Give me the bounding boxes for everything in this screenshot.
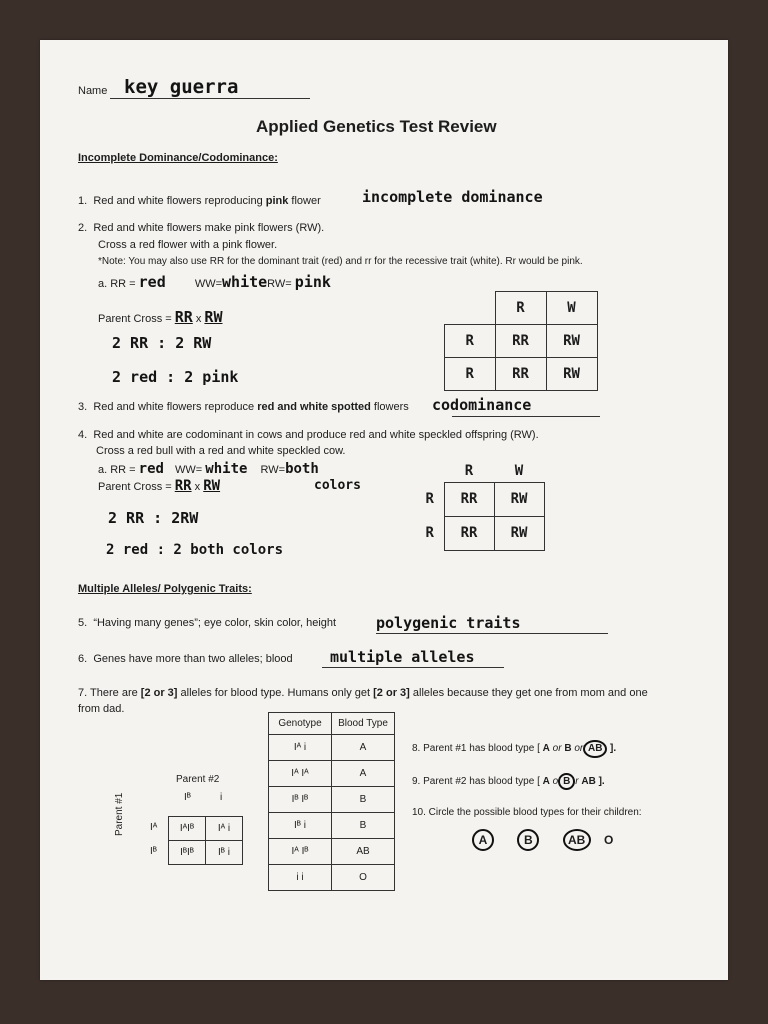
parent-2-title: Parent #2 bbox=[176, 774, 220, 785]
section-heading-alleles: Multiple Alleles/ Polygenic Traits: bbox=[78, 583, 252, 595]
question-2-note: *Note: You may also use RR for the dominant trait (red) and rr for the recessive trait (white). Rr would be pink. bbox=[98, 256, 583, 267]
section-heading-dominance: Incomplete Dominance/Codominance: bbox=[78, 152, 278, 164]
punnett-square-blood: IᴬIᴮ Iᴬ i IᴮIᴮ Iᴮ i bbox=[168, 816, 243, 865]
question-5: 5. “Having many genes”; eye color, skin color, height bbox=[78, 617, 337, 629]
question-4-ratio-genotype: 2 RR : 2RW bbox=[108, 509, 199, 527]
answer-1: incomplete dominance bbox=[362, 188, 543, 206]
question-4-a: a. RR = red WW= white RW=both bbox=[98, 461, 319, 477]
question-4-line1: 4. Red and white are codominant in cows and produce red and white speckled offspring (RW). bbox=[78, 429, 539, 441]
question-4-ratio-phenotype: 2 red : 2 both colors bbox=[106, 542, 284, 558]
question-4-line2: Cross a red bull with a red and white speckled cow. bbox=[96, 445, 346, 457]
circled-answer: B bbox=[517, 829, 539, 851]
parent-1-title: Parent #1 bbox=[114, 792, 125, 836]
parent-2-allele: i bbox=[220, 792, 223, 803]
parent-1-allele: Iᴬ bbox=[150, 822, 158, 833]
question-8: 8. Parent #1 has blood type [ A or B or AB ]. bbox=[412, 740, 616, 758]
question-2-parent-cross: Parent Cross = RR x RW bbox=[98, 308, 223, 326]
question-2-line1: 2. Red and white flowers make pink flowers (RW). bbox=[78, 222, 325, 234]
table-header: Genotype bbox=[269, 713, 332, 735]
name-value: key guerra bbox=[124, 76, 239, 98]
question-2-a: a. RR = red WW=whiteRW= pink bbox=[98, 273, 331, 291]
table-row: Iᴬ Iᴬ A bbox=[269, 761, 395, 787]
table-row: Iᴮ Iᴮ B bbox=[269, 787, 395, 813]
worksheet-page bbox=[40, 40, 728, 980]
circled-answer: AB bbox=[563, 829, 591, 851]
question-2-ratio-genotype: 2 RR : 2 RW bbox=[112, 334, 212, 352]
parent-1-allele: Iᴮ bbox=[150, 846, 157, 857]
circled-answer: B bbox=[558, 773, 575, 790]
question-10: 10. Circle the possible blood types for their children: bbox=[412, 807, 642, 818]
answer-6: multiple alleles bbox=[330, 648, 475, 666]
table-header: Blood Type bbox=[332, 713, 395, 735]
blood-type-table bbox=[268, 712, 395, 891]
answer-3: codominance bbox=[432, 396, 532, 414]
question-6: 6. Genes have more than two alleles; blood bbox=[78, 653, 293, 665]
question-2-ratio-phenotype: 2 red : 2 pink bbox=[112, 368, 239, 386]
table-row: Iᴮ i B bbox=[269, 813, 395, 839]
punnett-square-q4: R W R RR RW R RR RW bbox=[416, 460, 545, 551]
question-4-rw-colors: colors bbox=[314, 478, 361, 493]
circled-answer: AB bbox=[583, 740, 607, 758]
name-label: Name bbox=[78, 85, 108, 97]
table-row: Iᴬ i A bbox=[269, 735, 395, 761]
answer-5: polygenic traits bbox=[376, 614, 521, 632]
question-7-line1: 7. There are [2 or 3] alleles for blood type. Humans only get [2 or 3] alleles because they get one from mom and one bbox=[78, 687, 648, 699]
question-1: 1. Red and white flowers reproducing pink flower bbox=[78, 195, 321, 207]
question-9: 9. Parent #2 has blood type [ A o B r AB ]. bbox=[412, 773, 605, 790]
punnett-square-q2: R W R RR RW R RR RW bbox=[444, 291, 598, 391]
table-row: Iᴬ Iᴮ AB bbox=[269, 839, 395, 865]
page-title: Applied Genetics Test Review bbox=[256, 117, 497, 136]
question-2-line2: Cross a red flower with a pink flower. bbox=[98, 239, 278, 251]
question-10-choices bbox=[472, 829, 613, 851]
question-4-parent-cross: Parent Cross = RR x RW bbox=[98, 478, 221, 494]
circled-answer: A bbox=[472, 829, 494, 851]
parent-2-allele: Iᴮ bbox=[184, 792, 191, 803]
question-3: 3. Red and white flowers reproduce red and white spotted flowers bbox=[78, 401, 409, 413]
table-row: i i O bbox=[269, 865, 395, 891]
question-7-line2: from dad. bbox=[78, 703, 125, 715]
choice-o: O bbox=[604, 833, 614, 847]
